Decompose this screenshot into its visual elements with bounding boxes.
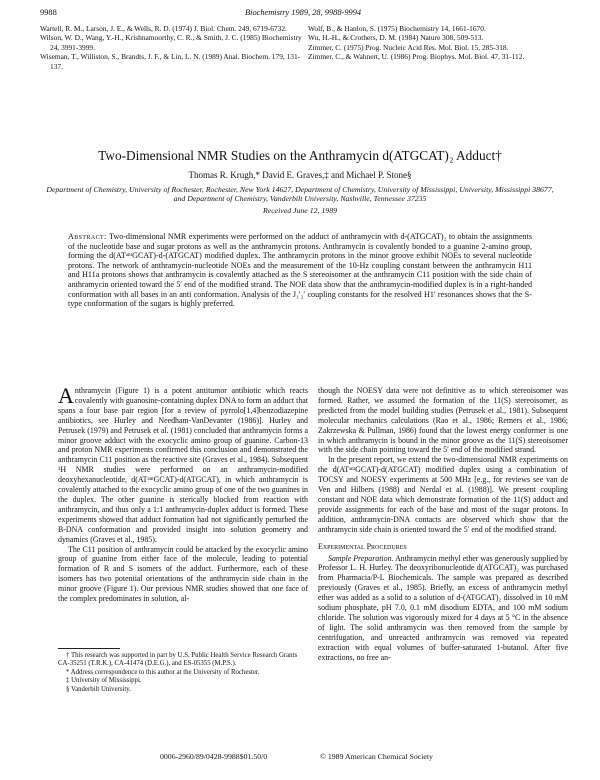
reference-item: Zimmer, C., & Wahnert, U. (1986) Prog. Biophys. Mol. Biol. 47, 31-112. bbox=[308, 52, 525, 62]
footnote: † This research was supported in part by U.S. Public Health Service Research Grants CA-35251 (T.R.K.), CA-41474 (D.E.G.), and ES-05355 (M.P.S.). bbox=[58, 652, 298, 668]
reference-item: Wolf, B., & Hanlon, S. (1975) Biochemistry 14, 1661-1670. bbox=[308, 24, 486, 33]
abstract-label: Abstract: bbox=[68, 232, 107, 241]
article-title: Two-Dimensional NMR Studies on the Anthramycin d(ATGCAT)₂ Adduct† bbox=[98, 148, 502, 163]
reference-item: Wartell, R. M., Larson, J. E., & Wells, R. D. (1974) J. Biol. Chem. 249, 6719-6732. bbox=[40, 24, 287, 33]
body-paragraph: though the NOESY data were not definitive as to which stereoisomer was formed. Rather, we assumed the formation of the 11(S) stereoisomer, as predicted from the model building studies (Petrusek et al., 1981). Subsequent molecular mechanics calculations (Rao et al., 1986; Remers et al., 1986; Zakrzewska & Pullman, 1986) found that the lowest energy conformer is one in which anthramycin is bound in the minor groove as the 11(S) stereoisomer with the side chain pointing toward the 5′ end of the modified strand. bbox=[318, 386, 568, 455]
drop-cap: A bbox=[58, 383, 74, 408]
reference-item: Zimmer, C. (1975) Prog. Nucleic Acid Res. Mol. Biol. 15, 285-318. bbox=[308, 42, 509, 52]
page-number: 9988 bbox=[40, 8, 57, 17]
abstract-text: Two-dimensional NMR experiments were performed on the adduct of anthramycin with d-(ATGCAT)₂ to obtain the assignments of the nucleotide base and sugar protons as well as the anthramycin protons. Anthramycin is covalently bonded to a guanine 2-amino group, forming the d(ATᵃⁿᵗGCAT)-d-(ATGCAT) modified duplex. The anthramycin protons in the minor groove exhibit NOEs to several nucleotide protons. The network of anthramycin-nucleotide NOEs and the measurement of the 10-Hz coupling constant between the anthramycin H11 and H11a protons shows that anthramycin is covalently attached as the S stereoisomer at the anthramycin C11 position with the side chain of anthramycin oriented toward the 5′ end of the modified strand. The NOE data show that the anthramycin-modified duplex is in a right-handed conformation with all bases in an anti conformation. Analysis of the J₁′₂′ coupling constants for the resolved H1′ resonances shows that the S-type conformation of the sugars is highly preferred. bbox=[68, 232, 532, 309]
body-column-right bbox=[318, 386, 568, 662]
author-affiliations: Department of Chemistry, University of Rochester, Rochester, New York 14627, Department of Chemistry, University of Mississippi, University, Mississippi 38677, and Department of Chemistry, Vanderbilt University, Nashville, Tennessee 37235 bbox=[46, 185, 554, 204]
body-paragraph: The C11 position of anthramycin could be attacked by the exocyclic amino group of guanine from either face of the molecule, leading to potential formation of R and S isomers of the adduct. Furthermore, each of these isomers has two potential orientations of the anthramycin side chain in the minor groove (Figure 1). Our previous NMR studies showed that one face of the complex predominates in solution, al- bbox=[58, 544, 308, 604]
intro-paragraph bbox=[58, 383, 308, 545]
journal-citation: Biochemistry 1989, 28, 9988-9994 bbox=[245, 8, 362, 17]
footnote: § Vanderbilt University. bbox=[66, 685, 131, 693]
methods-paragraph bbox=[318, 554, 568, 663]
body-paragraph: In the present report, we extend the two-dimensional NMR experiments on the d(ATᵃⁿᵗGCAT)-d(ATGCAT) modified duplex using a combination of TOCSY and NOESY experiments at 500 MHz [e.g., for reviews see van de Ven and Hilbers (1988) and Nerdal et al. (1988)]. We present coupling constant and NOE data which demonstrate formation of the 11(S) adduct and provide assignments for each of the base and most of the sugar protons. In addition, anthramycin-DNA contacts are observed which show that the anthramycin side chain is oriented toward the 5′ end of the modified strand. bbox=[318, 455, 568, 534]
footnote: * Address correspondence to this author at the University of Rochester. bbox=[66, 668, 260, 676]
section-heading: Experimental Procedures bbox=[318, 541, 407, 551]
methods-text: Anthramycin methyl ether was generously supplied by Professor L. H. Hurley. The deoxyribonucleotide d(ATGCAT)₂ was purchased from Pharmacia/P-L Biochemicals. The sample was prepared as described previously (Graves et al., 1985). Briefly, an excess of anthramycin methyl ether was added as a solid to a solution of d-(ATGCAT)₂ dissolved in 10 mM sodium phosphate, pH 7.0, 0.1 mM disodium EDTA, and 100 mM sodium chloride. The solution was vigorously mixed for 4 days at 5 °C in the absence of light. The solid anthramycin was then removed from the sample by centrifugation, and unreacted anthramycin was removed via repeated extraction with equal volumes of buffer-saturated 1-butanol. After five extractions, no free an- bbox=[318, 553, 568, 662]
article-code: 0006-2960/89/0428-9988$01.50/0 bbox=[160, 752, 268, 761]
copyright-notice: © 1989 American Chemical Society bbox=[320, 752, 433, 761]
received-date: Received June 12, 1989 bbox=[262, 206, 338, 215]
reference-item: Wilson, W. D., Wang, Y.-H., Krishnamoorthy, C. R., & Smith, J. C. (1985) Biochemistry 24, 3991-3999. bbox=[40, 33, 302, 52]
reference-item: Wu, H.-H., & Crothers, D. M. (1984) Nature 308, 509-513. bbox=[308, 33, 484, 43]
reference-item: Wiseman, T., Williston, S., Brandts, J. F., & Lin, L. N. (1989) Anal. Biochem. 179, 131-137. bbox=[40, 52, 301, 71]
intro-text: nthramycin (Figure 1) is a potent antitumor antibiotic which reacts covalently with guanosine-containing duplex DNA to form an adduct that spans a four base pair region [for a review of pyrrolo[1,4]benzodiazepine antibiotics, see Hurley and Needham-VanDevanter (1986)]. Hurley and Petrusek (1979) and Petrusek et al. (1981) concluded that anthramycin forms a minor groove adduct with the exocyclic amino group of guanine. Carbon-13 and proton NMR experiments confirmed this conclusion and demonstrated the anthramycin C11 position as the reactive site (Graves et al., 1984). Subsequent ¹H NMR studies were performed on an anthramycin-modified deoxyhexanucleotide, d(ATᵃⁿᵗGCAT)-d(ATGCAT), in which anthramycin is covalently attached to the exocyclic amino group of one of the two guanines in the duplex. The other guanine is sterically blocked from reaction with anthramycin, and thus only a 1:1 anthramycin-duplex adduct is formed. These experiments showed that adduct formation had not significantly perturbed the B-DNA conformation and provided insight into solution geometry and dynamics (Graves et al., 1985). bbox=[58, 386, 308, 544]
reference-list-right bbox=[308, 24, 563, 62]
subsection-heading: Sample Preparation. bbox=[328, 553, 394, 563]
footnote: ‡ University of Mississippi. bbox=[66, 677, 142, 685]
body-column-left bbox=[58, 383, 308, 604]
running-header bbox=[40, 8, 560, 20]
author-list: Thomas R. Krugh,* David E. Graves,‡ and Michael P. Stone§ bbox=[188, 170, 412, 180]
abstract bbox=[68, 232, 532, 309]
reference-list-left bbox=[40, 24, 305, 71]
footnote-divider bbox=[58, 648, 120, 649]
footnotes bbox=[58, 648, 308, 694]
